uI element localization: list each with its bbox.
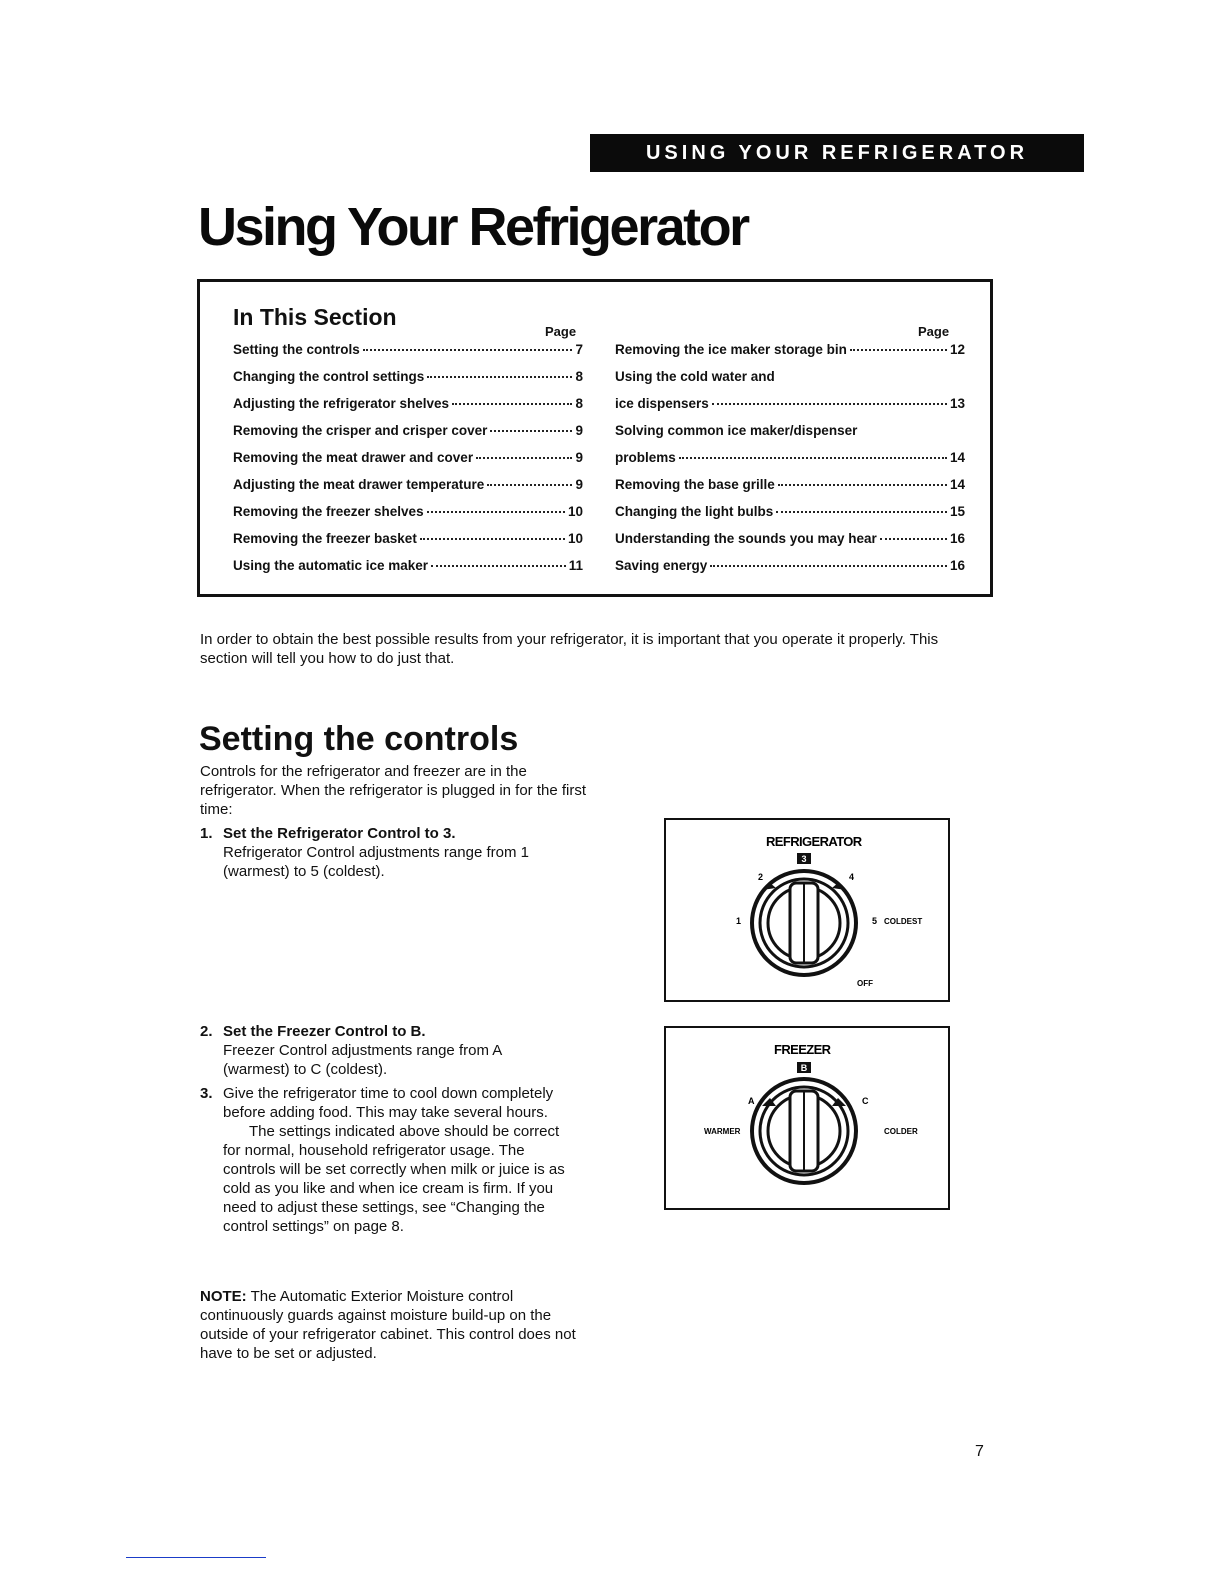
dial-mark-c: C xyxy=(862,1096,869,1106)
freezer-control-figure xyxy=(664,1026,950,1210)
toc-entry-label: Solving common ice maker/dispenser xyxy=(615,423,858,438)
toc-entry-label: Using the cold water and xyxy=(615,369,775,384)
section-heading: Setting the controls xyxy=(199,720,519,758)
toc-entry xyxy=(233,450,583,477)
toc-entry-label: Removing the ice maker storage bin xyxy=(615,342,847,357)
dial-mark-1: 1 xyxy=(736,916,742,926)
refrigerator-dial-title: REFRIGERATOR xyxy=(766,834,862,849)
freezer-dial-icon xyxy=(752,1079,856,1183)
toc-entry-page: 9 xyxy=(575,450,583,465)
refrigerator-control-figure xyxy=(664,818,950,1002)
freezer-dial-setting: B xyxy=(800,1063,808,1073)
step-title: Set the Refrigerator Control to 3. xyxy=(223,825,456,842)
toc-entry-label: Understanding the sounds you may hear xyxy=(615,531,877,546)
toc-leader-dots xyxy=(679,457,947,459)
step-number: 1. xyxy=(200,825,213,842)
toc-entry-label: Removing the base grille xyxy=(615,477,775,492)
lead-paragraph: Controls for the refrigerator and freezer are in the refrigerator. When the refrigerator is plugged in for the first time: xyxy=(200,763,587,818)
footnote-rule xyxy=(126,1557,266,1558)
note-label: NOTE: xyxy=(200,1288,247,1305)
dial-mark-5: 5 xyxy=(872,916,878,926)
toc-list-left xyxy=(233,342,583,585)
intro-paragraph: In order to obtain the best possible results from your refrigerator, it is important that you operate it properly. This section will tell you how to do just that. xyxy=(200,631,939,667)
dial-mark-off: OFF xyxy=(857,979,873,988)
toc-entry-page: 11 xyxy=(568,558,583,573)
toc-entry-page: 10 xyxy=(567,531,583,546)
refrigerator-dial-setting: 3 xyxy=(801,854,807,864)
toc-box xyxy=(197,279,993,597)
toc-entry-label: Removing the crisper and crisper cover xyxy=(233,423,488,438)
toc-entry-page: 14 xyxy=(949,450,965,465)
toc-entry-page: 9 xyxy=(575,477,583,492)
toc-entry xyxy=(615,342,965,369)
toc-leader-dots xyxy=(487,484,572,486)
refrigerator-dial-icon xyxy=(752,871,856,975)
toc-entry-page: 8 xyxy=(575,396,583,411)
toc-entry xyxy=(233,369,583,396)
step-number: 2. xyxy=(200,1023,213,1040)
toc-entry-label: Changing the control settings xyxy=(233,369,425,384)
step-title: Set the Freezer Control to B. xyxy=(223,1023,426,1040)
step-text: Give the refrigerator time to cool down completely before adding food. This may take several hours. xyxy=(223,1085,554,1121)
toc-entry-label: Removing the freezer basket xyxy=(233,531,417,546)
toc-leader-dots xyxy=(431,565,566,567)
section-banner: USING YOUR REFRIGERATOR xyxy=(590,134,1084,172)
toc-entry-label: ice dispensers xyxy=(615,396,709,411)
note-text: The Automatic Exterior Moisture control continuously guards against moisture build-up on the outside of your refrigerator cabinet. This control does not have to be set or adjusted. xyxy=(200,1288,576,1362)
toc-leader-dots xyxy=(490,430,572,432)
step-3 xyxy=(200,1084,600,1236)
toc-entry-page: 16 xyxy=(949,558,965,573)
step-1 xyxy=(200,824,600,881)
dial-mark-4: 4 xyxy=(849,872,855,882)
toc-entry xyxy=(233,558,583,585)
toc-entry-page: 7 xyxy=(575,342,583,357)
toc-entry xyxy=(615,531,965,558)
dial-mark-warmer: WARMER xyxy=(704,1127,741,1136)
toc-entry xyxy=(233,477,583,504)
toc-leader-dots xyxy=(363,349,573,351)
toc-entry xyxy=(233,504,583,531)
toc-entry-page: 14 xyxy=(949,477,965,492)
toc-page-label-left: Page xyxy=(545,324,577,339)
toc-leader-dots xyxy=(880,538,947,540)
toc-entry-page: 10 xyxy=(567,504,583,519)
step-text: Freezer Control adjustments range from A (warmest) to C (coldest). xyxy=(223,1042,502,1078)
toc-entry-page: 9 xyxy=(575,423,583,438)
toc-entry-label: Adjusting the refrigerator shelves xyxy=(233,396,450,411)
toc-entry xyxy=(615,423,965,450)
toc-entry-page: 8 xyxy=(575,369,583,384)
toc-entry xyxy=(615,477,965,504)
toc-leader-dots xyxy=(850,349,947,351)
toc-leader-dots xyxy=(476,457,572,459)
toc-page-label-right: Page xyxy=(918,324,950,339)
toc-leader-dots xyxy=(712,403,947,405)
toc-entry xyxy=(615,450,965,477)
toc-entry-label: Saving energy xyxy=(615,558,708,573)
toc-entry-label: Adjusting the meat drawer temperature xyxy=(233,477,485,492)
page-title: Using Your Refrigerator xyxy=(198,197,748,257)
toc-list-right xyxy=(615,342,965,585)
toc-leader-dots xyxy=(452,403,572,405)
toc-entry xyxy=(233,342,583,369)
dial-mark-a: A xyxy=(748,1096,755,1106)
page-number: 7 xyxy=(975,1443,984,1460)
toc-entry xyxy=(233,423,583,450)
toc-entry-page: 15 xyxy=(949,504,965,519)
step-note: The settings indicated above should be correct for normal, household refrigerator usage. The controls will be set correctly when milk or juice is as cold as you like and when ice cream is firm. If you need to adjust these settings, see “Changing the control settings” on page 8. xyxy=(223,1123,565,1235)
toc-entry-label: problems xyxy=(615,450,676,465)
toc-entry-page: 13 xyxy=(949,396,965,411)
step-number: 3. xyxy=(200,1085,213,1102)
toc-leader-dots xyxy=(710,565,947,567)
toc-leader-dots xyxy=(776,511,947,513)
toc-entry-page: 12 xyxy=(949,342,965,357)
toc-leader-dots xyxy=(420,538,565,540)
step-2 xyxy=(200,1022,600,1079)
note-paragraph xyxy=(200,1287,590,1363)
toc-entry xyxy=(615,504,965,531)
toc-entry xyxy=(615,396,965,423)
toc-heading: In This Section xyxy=(233,304,397,330)
dial-mark-2: 2 xyxy=(758,872,764,882)
toc-entry-label: Setting the controls xyxy=(233,342,360,357)
toc-entry-label: Changing the light bulbs xyxy=(615,504,774,519)
toc-entry xyxy=(233,531,583,558)
toc-entry xyxy=(615,369,965,396)
toc-entry-label: Removing the freezer shelves xyxy=(233,504,424,519)
toc-entry-page: 16 xyxy=(949,531,965,546)
step-text: Refrigerator Control adjustments range from 1 (warmest) to 5 (coldest). xyxy=(223,844,529,880)
freezer-dial-title: FREEZER xyxy=(774,1042,831,1057)
toc-leader-dots xyxy=(427,376,572,378)
toc-entry-label: Using the automatic ice maker xyxy=(233,558,429,573)
toc-leader-dots xyxy=(427,511,565,513)
dial-mark-colder: COLDER xyxy=(884,1127,918,1136)
toc-leader-dots xyxy=(778,484,947,486)
toc-entry-label: Removing the meat drawer and cover xyxy=(233,450,474,465)
toc-entry xyxy=(233,396,583,423)
toc-entry xyxy=(615,558,965,585)
dial-mark-coldest: COLDEST xyxy=(884,917,923,926)
